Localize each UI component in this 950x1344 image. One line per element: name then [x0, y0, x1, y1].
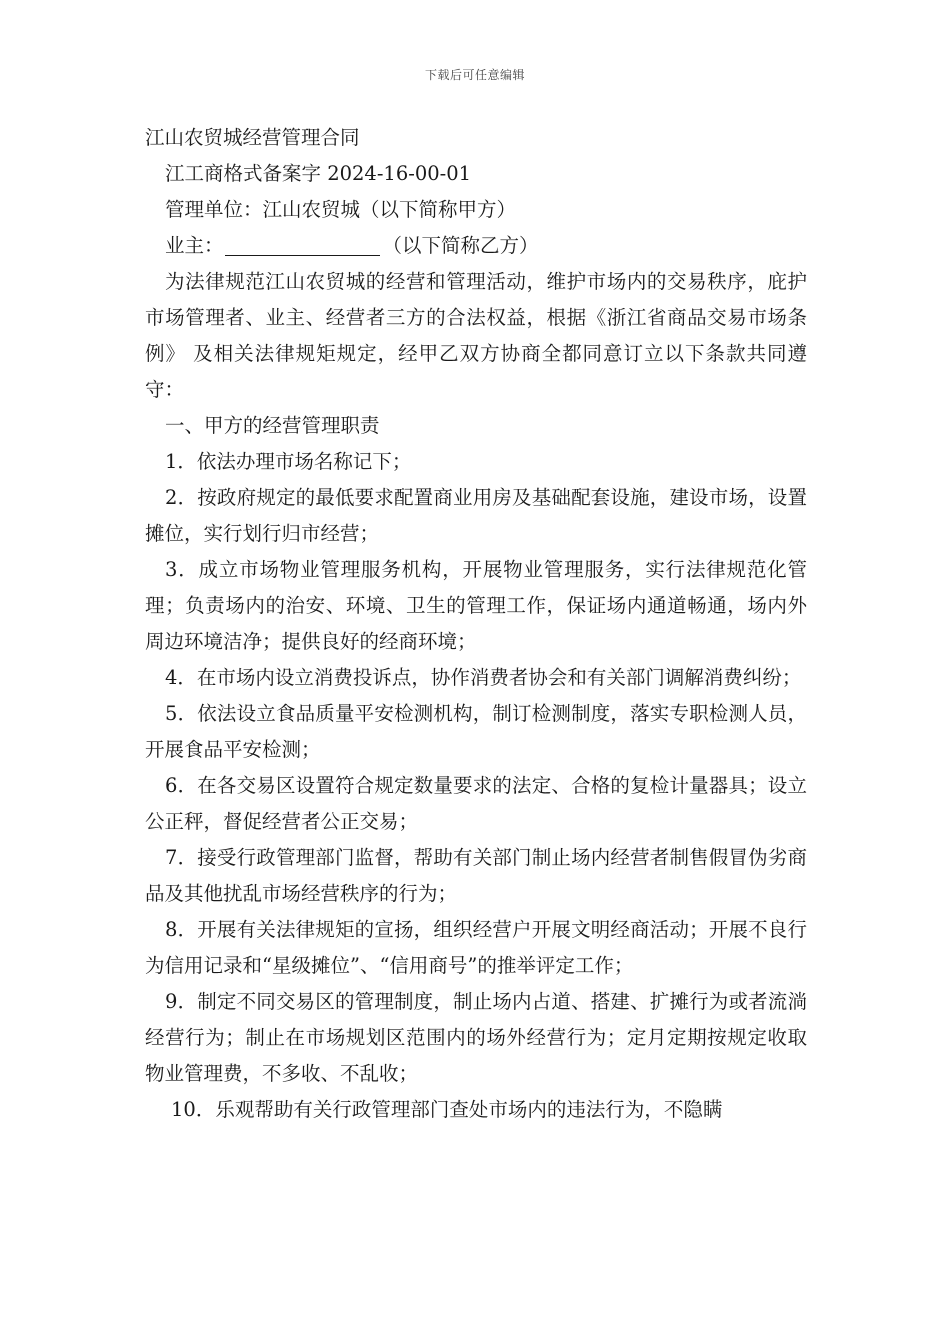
party-a-line: 管理单位：江山农贸城（以下简称甲方）	[165, 198, 517, 221]
party-b-label: 业主：	[165, 234, 224, 257]
clause-item: 1．依法办理市场名称记下；	[165, 450, 412, 473]
clause-item: 6．在各交易区设置符合规定数量要求的法定、合格的复检计量器具；设立公正秤，督促经营者公正交易；	[145, 774, 807, 833]
clause-item: 10．乐观帮助有关行政管理部门查处市场内的违法行为，不隐瞒	[171, 1098, 723, 1121]
party-b-blank-field[interactable]	[225, 233, 380, 256]
clause-item: 4．在市场内设立消费投诉点，协作消费者协会和有关部门调解消费纠纷；	[165, 666, 802, 689]
record-number: 江工商格式备案字 2024-16-00-01	[165, 162, 472, 185]
document-body	[145, 120, 807, 1128]
party-b-suffix: （以下简称乙方）	[382, 234, 539, 257]
clause-item: 8．开展有关法律规矩的宣扬，组织经营户开展文明经商活动；开展不良行为信用记录和“星级摊位”、“信用商号”的推举评定工作；	[145, 918, 807, 977]
clause-item: 2．按政府规定的最低要求配置商业用房及基础配套设施，建设市场，设置摊位，实行划行归市经营；	[145, 486, 807, 545]
clause-item: 7．接受行政管理部门监督，帮助有关部门制止场内经营者制售假冒伪劣商品及其他扰乱市场经营秩序的行为；	[145, 846, 807, 905]
section-heading: 一、甲方的经营管理职责	[165, 414, 380, 437]
party-b-line	[145, 228, 807, 264]
clause-item: 5．依法设立食品质量平安检测机构，制订检测制度，落实专职检测人员，开展食品平安检测；	[145, 702, 807, 761]
clause-item: 3．成立市场物业管理服务机构，开展物业管理服务，实行法律规范化管理；负责场内的治安、环境、卫生的管理工作，保证场内通道畅通，场内外周边环境洁净；提供良好的经商环境；	[145, 558, 807, 653]
preamble-paragraph: 为法律规范江山农贸城的经营和管理活动，维护市场内的交易秩序，庇护市场管理者、业主、经营者三方的合法权益，根据《浙江省商品交易市场条例》 及相关法律规矩规定，经甲乙双方协商全都同意订立以下条款共同遵守：	[145, 270, 807, 401]
document-title: 江山农贸城经营管理合同	[145, 126, 360, 149]
clause-item: 9．制定不同交易区的管理制度，制止场内占道、搭建、扩摊行为或者流淌经营行为；制止在市场规划区范围内的场外经营行为；定月定期按规定收取物业管理费，不多收、不乱收；	[145, 990, 807, 1085]
page-header-note: 下载后可任意编辑	[424, 68, 525, 82]
